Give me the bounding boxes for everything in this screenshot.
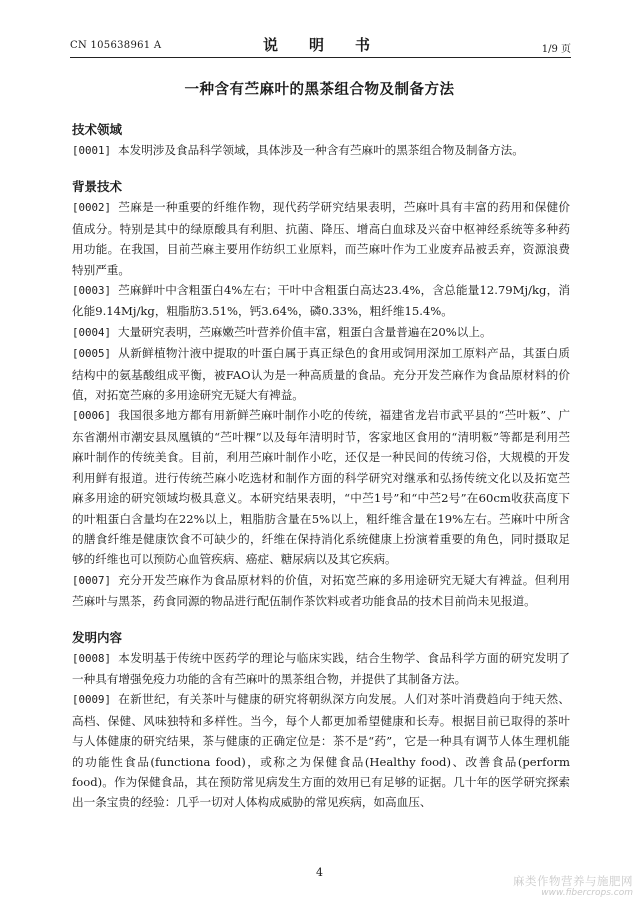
paragraph xyxy=(72,648,570,690)
paragraph-number: [0003] xyxy=(72,284,112,298)
paragraph xyxy=(72,343,570,405)
paragraph xyxy=(72,322,570,343)
paragraph-number: [0005] xyxy=(72,347,112,361)
page-number: 4 xyxy=(316,866,323,879)
patent-number: CN 105638961 A xyxy=(70,40,162,51)
paragraph-text: 大量研究表明，苎麻嫩苎叶营养价值丰富，粗蛋白含量普遍在20%以上。 xyxy=(118,324,492,339)
paragraph-number: [0007] xyxy=(72,573,112,587)
paragraph xyxy=(72,689,570,812)
paragraph-text: 苎麻是一种重要的纤维作物，现代药学研究结果表明，苎麻叶具有丰富的药用和保健价值成分。特别是其中的绿原酸具有利胆、抗菌、降压、增高白血球及兴奋中枢神经系统等多种药用功能。在我国，目前苎麻主要用作纺织工业原料，而苎麻叶作为工业废弃品被丢弃，资源浪费特别严重。 xyxy=(72,200,570,277)
paragraph-text: 充分开发苎麻作为食品原材料的价值，对拓宽苎麻的多用途研究无疑大有裨益。但利用苎麻叶与黑茶，药食同源的物品进行配伍制作茶饮料或者功能食品的技术目前尚未见报道。 xyxy=(72,572,570,609)
section-heading-invention: 发明内容 xyxy=(72,629,123,645)
paragraph xyxy=(72,570,570,612)
paragraph-number: [0004] xyxy=(72,325,112,339)
section-heading-tech-field: 技术领域 xyxy=(72,122,123,137)
section-heading-background: 背景技术 xyxy=(72,179,123,195)
document-type: 说 明 书 xyxy=(262,36,378,54)
document-body xyxy=(72,120,570,813)
paragraph-text: 苎麻鲜叶中含粗蛋白4%左右；干叶中含粗蛋白高达23.4%，含总能量12.79Mj/kg，消化能9.14Mj/kg，粗脂肪3.51%，钙3.64%，磷0.33%，粗纤维15.4%。 xyxy=(72,283,570,319)
paragraph-text: 在新世纪，有关茶叶与健康的研究将朝纵深方向发展。人们对茶叶消费趋向于纯天然、高档、保健、风味独特和多样性。当今，每个人都更加希望健康和长寿。根据目前已取得的茶叶与人体健康的研究结果，茶与健康的正确定位是：茶不是“药”，它是一种具有调节人体生理机能的功能性食品(functiona food)，或称之为保健食品(Healthy food)、改善食品(perform food)。作为保健食品，其在预防常见病发生方面的效用已有足够的证据。几十年的医学研究探索出一条宝贵的经验：几乎一切对人体构成威胁的常见疾病，如高血压、 xyxy=(72,692,570,810)
site-watermark xyxy=(513,875,633,899)
paragraph xyxy=(72,405,570,569)
paragraph-text: 从新鲜植物汁液中提取的叶蛋白属于真正绿色的食用或饲用深加工原料产品，其蛋白质结构中的氨基酸组成平衡，被FAO认为是一种高质量的食品。充分开发苎麻作为食品原材料的价值，对拓宽苎麻的多用途研究无疑大有裨益。 xyxy=(72,346,570,403)
watermark-site-name: 麻类作物营养与施肥网 xyxy=(513,874,633,888)
header-rule xyxy=(70,57,571,58)
paragraph-number: [0006] xyxy=(72,409,112,423)
page-header xyxy=(70,34,571,56)
paragraph xyxy=(72,197,570,280)
paragraph-text: 本发明基于传统中医药学的理论与临床实践，结合生物学、食品科学方面的研究发明了一种具有增强免疫力功能的含有苎麻叶的黑茶组合物，并提供了其制备方法。 xyxy=(72,650,570,686)
paragraph xyxy=(72,280,570,322)
paragraph-number: [0002] xyxy=(72,201,112,215)
paragraph-number: [0009] xyxy=(72,693,112,707)
paragraph xyxy=(72,140,570,161)
paragraph-text: 本发明涉及食品科学领域，具体涉及一种含有苎麻叶的黑茶组合物及制备方法。 xyxy=(118,143,524,157)
watermark-url: www.fibercrops.com xyxy=(541,888,633,898)
paragraph-text: 我国很多地方都有用新鲜苎麻叶制作小吃的传统，福建省龙岩市武平县的“苎叶粄”、广东省潮州市潮安县凤凰镇的“苎叶粿”以及每年清明时节，客家地区食用的“清明粄”等都是利用苎麻叶制作的传统美食。目前，利用苎麻叶制作小吃，还仅是一种民间的传统习俗，大规模的开发利用鲜有报道。进行传统苎麻小吃选材和制作方面的科学研究对继承和弘扬传统文化以及拓宽苎麻多用途的研究领域均极具意义。本研究结果表明，“中苎1号”和“中苎2号”在60cm收获高度下的叶粗蛋白含量均在22%以上，粗脂肪含量在5%以上，粗纤维含量在19%左右。苎麻叶中所含的膳食纤维是健康饮食不可缺少的，纤维在保持消化系统健康上扮演着重要的角色，同时摄取足够的纤维也可以预防心血管疾病、癌症、糖尿病以及其它疾病。 xyxy=(72,408,570,567)
paragraph-number: [0001] xyxy=(72,144,112,157)
paragraph-number: [0008] xyxy=(72,651,112,665)
document-title: 一种含有苎麻叶的黑茶组合物及制备方法 xyxy=(184,81,455,98)
page-indicator: 1/9 页 xyxy=(541,44,571,55)
